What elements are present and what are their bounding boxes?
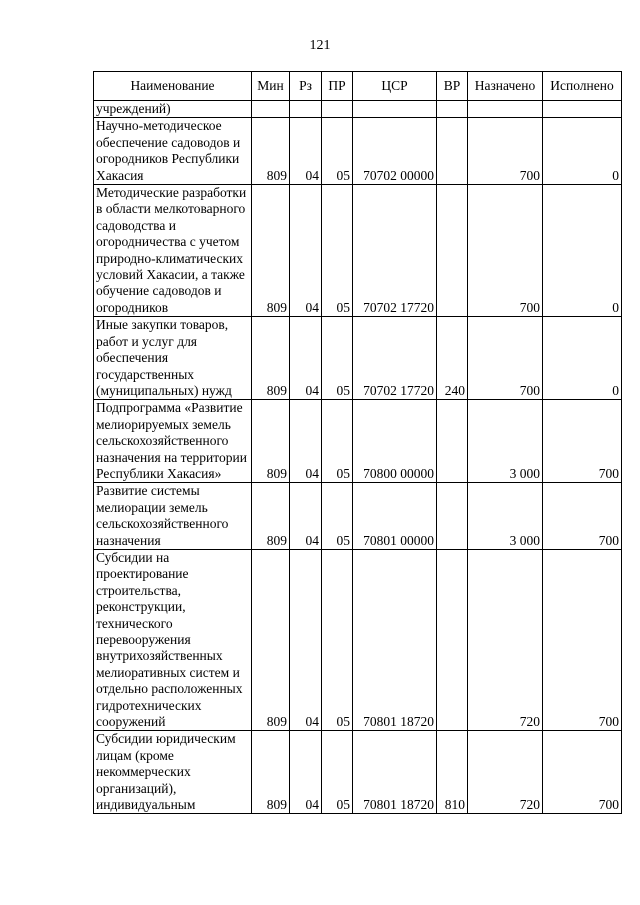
cell-min: 809 xyxy=(252,317,290,400)
budget-table xyxy=(93,71,622,814)
column-header-rz: Рз xyxy=(290,72,322,101)
cell-rz: 04 xyxy=(290,731,322,814)
cell-vr xyxy=(437,483,468,550)
page-number: 121 xyxy=(309,38,331,53)
cell-rz: 04 xyxy=(290,483,322,550)
column-header-vr: ВР xyxy=(437,72,468,101)
column-header-name: Наименование xyxy=(94,72,252,101)
cell-pr xyxy=(322,101,353,118)
cell-name: Подпрограмма «Развитие мелиорируемых земель сельскохозяйственного назначения на территории Республики Хакасия» xyxy=(94,400,252,483)
cell-vr: 810 xyxy=(437,731,468,814)
cell-csr: 70702 00000 xyxy=(353,118,437,185)
cell-name: Субсидии на проектирование строительства, реконструкции, технического перевооружения внутрихозяйственных мелиоративных систем и отдельно расположенных гидротехнических сооружений xyxy=(94,549,252,730)
cell-min xyxy=(252,101,290,118)
table-body xyxy=(94,101,622,814)
cell-min: 809 xyxy=(252,483,290,550)
table-row xyxy=(94,185,622,317)
cell-ispolneno: 700 xyxy=(543,400,622,483)
cell-ispolneno: 0 xyxy=(543,185,622,317)
table-row xyxy=(94,483,622,550)
cell-csr: 70801 18720 xyxy=(353,549,437,730)
cell-rz: 04 xyxy=(290,118,322,185)
cell-name: Иные закупки товаров, работ и услуг для обеспечения государственных (муниципальных) нужд xyxy=(94,317,252,400)
cell-rz: 04 xyxy=(290,400,322,483)
cell-ispolneno: 700 xyxy=(543,549,622,730)
column-header-naznacheno: Назначено xyxy=(468,72,543,101)
cell-name: Субсидии юридическим лицам (кроме некоммерческих организаций), индивидуальным xyxy=(94,731,252,814)
cell-rz: 04 xyxy=(290,317,322,400)
cell-vr xyxy=(437,101,468,118)
cell-min: 809 xyxy=(252,731,290,814)
cell-csr xyxy=(353,101,437,118)
cell-min: 809 xyxy=(252,185,290,317)
table-row xyxy=(94,118,622,185)
table-row xyxy=(94,317,622,400)
cell-min: 809 xyxy=(252,549,290,730)
cell-naznacheno: 720 xyxy=(468,549,543,730)
cell-vr xyxy=(437,185,468,317)
cell-naznacheno: 700 xyxy=(468,118,543,185)
cell-pr: 05 xyxy=(322,400,353,483)
column-header-csr: ЦСР xyxy=(353,72,437,101)
cell-ispolneno: 700 xyxy=(543,731,622,814)
cell-name: учреждений) xyxy=(94,101,252,118)
cell-ispolneno: 0 xyxy=(543,317,622,400)
cell-name: Методические разработки в области мелкотоварного садоводства и огородничества с учетом природно-климатических условий Хакасии, а также обучение садоводов и огородников xyxy=(94,185,252,317)
cell-csr: 70801 00000 xyxy=(353,483,437,550)
cell-ispolneno xyxy=(543,101,622,118)
cell-naznacheno: 720 xyxy=(468,731,543,814)
cell-pr: 05 xyxy=(322,731,353,814)
cell-naznacheno: 700 xyxy=(468,317,543,400)
cell-vr xyxy=(437,118,468,185)
cell-pr: 05 xyxy=(322,483,353,550)
cell-csr: 70702 17720 xyxy=(353,317,437,400)
table-row xyxy=(94,731,622,814)
cell-csr: 70801 18720 xyxy=(353,731,437,814)
column-header-min: Мин xyxy=(252,72,290,101)
cell-name: Развитие системы мелиорации земель сельскохозяйственного назначения xyxy=(94,483,252,550)
cell-naznacheno: 3 000 xyxy=(468,483,543,550)
cell-ispolneno: 0 xyxy=(543,118,622,185)
cell-csr: 70800 00000 xyxy=(353,400,437,483)
cell-pr: 05 xyxy=(322,185,353,317)
table-row xyxy=(94,549,622,730)
cell-naznacheno: 3 000 xyxy=(468,400,543,483)
cell-naznacheno xyxy=(468,101,543,118)
column-header-pr: ПР xyxy=(322,72,353,101)
cell-name: Научно-методическое обеспечение садоводов и огородников Республики Хакасия xyxy=(94,118,252,185)
cell-rz: 04 xyxy=(290,185,322,317)
cell-min: 809 xyxy=(252,118,290,185)
table-row xyxy=(94,101,622,118)
cell-vr: 240 xyxy=(437,317,468,400)
cell-min: 809 xyxy=(252,400,290,483)
cell-rz: 04 xyxy=(290,549,322,730)
cell-vr xyxy=(437,400,468,483)
cell-pr: 05 xyxy=(322,549,353,730)
cell-rz xyxy=(290,101,322,118)
cell-naznacheno: 700 xyxy=(468,185,543,317)
cell-pr: 05 xyxy=(322,317,353,400)
cell-pr: 05 xyxy=(322,118,353,185)
table-header-row xyxy=(94,72,622,101)
cell-vr xyxy=(437,549,468,730)
table-row xyxy=(94,400,622,483)
cell-ispolneno: 700 xyxy=(543,483,622,550)
cell-csr: 70702 17720 xyxy=(353,185,437,317)
column-header-ispolneno: Исполнено xyxy=(543,72,622,101)
